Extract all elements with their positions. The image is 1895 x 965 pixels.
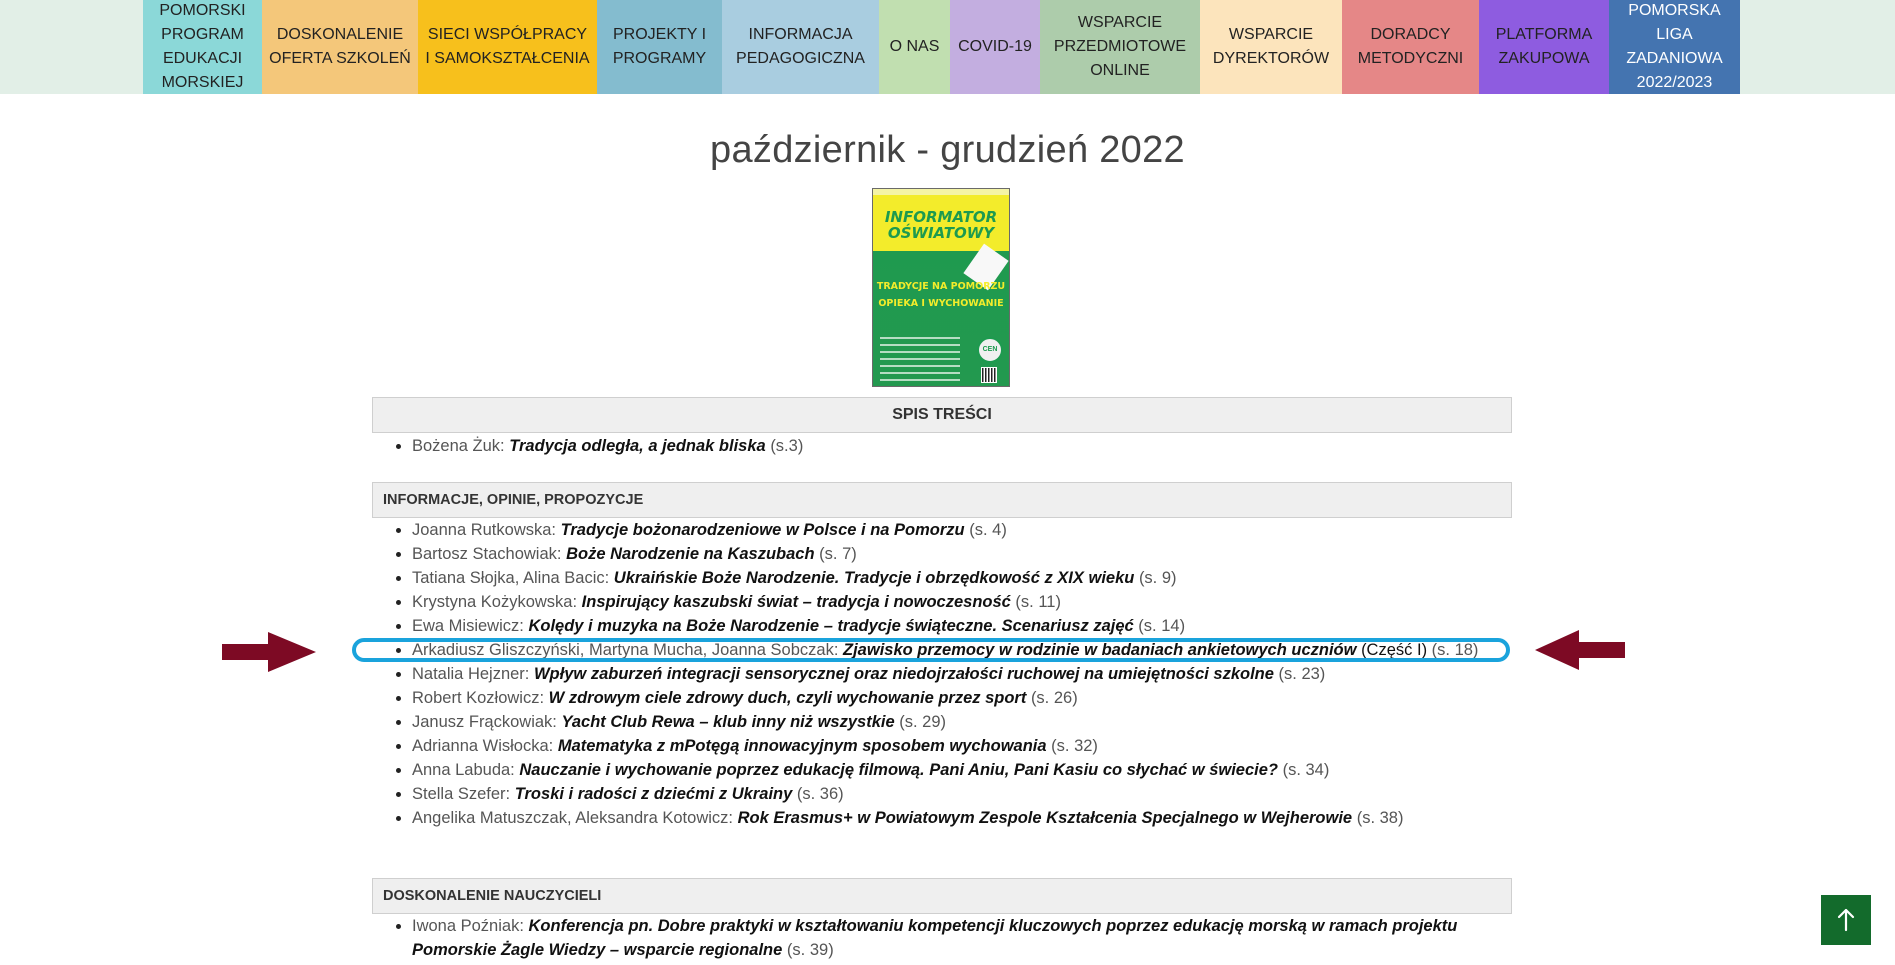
article-pages: (s. 4) (969, 521, 1007, 539)
article-pages: (s.3) (770, 437, 804, 455)
article-pages: (s. 11) (1015, 593, 1061, 611)
article-title-link[interactable]: Tradycje bożonarodzeniowe w Polsce i na Pomorzu (560, 521, 965, 539)
nav-item-informacja-pedagogiczna[interactable]: INFORMACJA PEDAGOGICZNA (722, 0, 879, 94)
section-header-informacje: INFORMACJE, OPINIE, PROPOZYCJE (372, 482, 1512, 518)
toc-header: SPIS TREŚCI (372, 397, 1512, 433)
nav-item-doradcy-metodyczni[interactable]: DORADCY METODYCZNI (1342, 0, 1479, 94)
list-item (412, 662, 1512, 686)
list-item (412, 590, 1512, 614)
left-pointing-arrow-icon (1535, 630, 1625, 670)
article-author: Natalia Hejzner: (412, 665, 530, 683)
article-pages: (s. 14) (1138, 617, 1186, 635)
article-title-link[interactable]: Wpływ zaburzeń integracji sensorycznej oraz niedojrzałości ruchowej na umiejętności szkolne (533, 665, 1274, 683)
list-item (412, 434, 1512, 458)
list-item (412, 518, 1512, 542)
list-item-highlighted (412, 638, 1512, 662)
nav-item-platforma-zakupowa[interactable]: PLATFORMA ZAKUPOWA (1479, 0, 1609, 94)
article-pages: (s. 32) (1051, 737, 1098, 755)
article-title-link[interactable]: Inspirujący kaszubski świat – tradycja i nowoczesność (581, 593, 1011, 611)
article-pages: (s. 34) (1282, 761, 1330, 779)
article-pages: (s. 18) (1431, 641, 1479, 659)
cover-bullet-lines (880, 337, 960, 386)
article-title-link[interactable]: Zjawisko przemocy w rodzinie w badaniach ankietowych uczniów (843, 641, 1357, 659)
nav-item-covid-19[interactable]: COVID-19 (950, 0, 1040, 94)
list-item (412, 614, 1512, 638)
magazine-cover-image[interactable] (872, 188, 1010, 387)
article-title-link[interactable]: Boże Narodzenie na Kaszubach (566, 545, 815, 563)
article-title-link[interactable]: Konferencja pn. Dobre praktyki w kształtowaniu kompetencji kluczowych poprzez edukację morską w ramach projektu (528, 917, 1458, 935)
nav-item-o-nas[interactable]: O NAS (879, 0, 950, 94)
cover-headline1: TRADYCJE NA POMORZU (876, 281, 1006, 292)
article-author: Angelika Matuszczak, Aleksandra Kotowicz: (412, 809, 733, 827)
article-author: Joanna Rutkowska: (412, 521, 556, 539)
article-author: Arkadiusz Gliszczyński, Martyna Mucha, Joanna Sobczak: (412, 641, 839, 659)
right-pointing-arrow-icon (222, 632, 316, 672)
article-pages: (s. 39) (786, 941, 834, 959)
article-pages: (s. 38) (1356, 809, 1404, 827)
article-author: Bożena Żuk: (412, 437, 505, 455)
article-author: Iwona Poźniak: (412, 917, 524, 935)
article-author: Stella Szefer: (412, 785, 511, 803)
arrow-up-icon (1836, 908, 1856, 932)
article-author: Ewa Misiewicz: (412, 617, 524, 635)
article-title-link[interactable]: W zdrowym ciele zdrowy duch, czyli wychowanie przez sport (548, 689, 1027, 707)
cover-qr-code (981, 367, 997, 383)
list-item (412, 806, 1512, 830)
main-nav (143, 0, 1740, 94)
cover-headline2: OPIEKA I WYCHOWANIE (878, 298, 1004, 309)
nav-item-wsparcie-przedmiotowe-online[interactable]: WSPARCIE PRZEDMIOTOWE ONLINE (1040, 0, 1200, 94)
cover-masthead (873, 195, 1009, 251)
nav-item-pomorski-program-edukacji-morskiej[interactable]: POMORSKI PROGRAM EDUKACJI MORSKIEJ (143, 0, 262, 94)
list-item (412, 710, 1512, 734)
article-pages: (s. 23) (1278, 665, 1326, 683)
article-part: (Część I) (1361, 641, 1428, 659)
article-pages: (s. 9) (1138, 569, 1177, 587)
article-title-link[interactable]: Nauczanie i wychowanie poprzez edukację filmową. Pani Aniu, Pani Kasiu co słychać w świecie? (519, 761, 1278, 779)
list-item (412, 914, 1512, 962)
list-item (412, 542, 1512, 566)
section-header-doskonalenie: DOSKONALENIE NAUCZYCIELI (372, 878, 1512, 914)
article-title-link-continued[interactable]: Pomorskie Żagle Wiedzy – wsparcie regionalne (412, 941, 783, 959)
back-to-top-button[interactable] (1821, 895, 1871, 945)
article-pages: (s. 26) (1030, 689, 1078, 707)
article-title-link[interactable]: Rok Erasmus+ w Powiatowym Zespole Kształcenia Specjalnego w Wejherowie (737, 809, 1353, 827)
list-item (412, 758, 1512, 782)
article-title-link[interactable]: Yacht Club Rewa – klub inny niż wszystkie (561, 713, 895, 731)
article-author: Janusz Frąckowiak: (412, 713, 557, 731)
article-pages: (s. 29) (899, 713, 946, 731)
info-article-list (372, 518, 1512, 830)
cover-masthead-line2: OŚWIATOWY (887, 224, 995, 242)
cover-masthead-line1: INFORMATOR (884, 208, 998, 226)
nav-item-doskonalenie-oferta-szkolen[interactable]: DOSKONALENIE OFERTA SZKOLEŃ (262, 0, 418, 94)
list-item (412, 734, 1512, 758)
article-title-link[interactable]: Ukraińskie Boże Narodzenie. Tradycje i obrzędkowość z XIX wieku (613, 569, 1135, 587)
nav-item-projekty-i-programy[interactable]: PROJEKTY I PROGRAMY (597, 0, 722, 94)
article-title-link[interactable]: Matematyka z mPotęgą innowacyjnym sposobem wychowania (557, 737, 1047, 755)
nav-item-pomorska-liga-zadaniowa[interactable]: POMORSKA LIGA ZADANIOWA 2022/2023 (1609, 0, 1740, 94)
nav-item-wsparcie-dyrektorow[interactable]: WSPARCIE DYREKTORÓW (1200, 0, 1342, 94)
article-pages: (s. 36) (796, 785, 844, 803)
article-author: Tatiana Słojka, Alina Bacic: (412, 569, 610, 587)
article-author: Krystyna Kożykowska: (412, 593, 578, 611)
article-author: Robert Kozłowicz: (412, 689, 545, 707)
article-author: Bartosz Stachowiak: (412, 545, 562, 563)
list-item (412, 566, 1512, 590)
list-item (412, 686, 1512, 710)
article-title-link[interactable]: Tradycja odległa, a jednak bliska (509, 437, 766, 455)
list-item (412, 782, 1512, 806)
cover-logo: CEN (977, 337, 1003, 363)
article-title-link[interactable]: Troski i radości z dziećmi z Ukrainy (514, 785, 793, 803)
toc-list (372, 434, 1512, 458)
article-author: Adrianna Wisłocka: (412, 737, 554, 755)
article-author: Anna Labuda: (412, 761, 515, 779)
page-title: październik - grudzień 2022 (710, 129, 1185, 172)
nav-item-sieci-wspolpracy[interactable]: SIECI WSPÓŁPRACY I SAMOKSZTAŁCENIA (418, 0, 597, 94)
article-pages: (s. 7) (819, 545, 857, 563)
article-title-link[interactable]: Kolędy i muzyka na Boże Narodzenie – tradycje świąteczne. Scenariusz zajęć (528, 617, 1134, 635)
training-article-list (372, 914, 1512, 962)
